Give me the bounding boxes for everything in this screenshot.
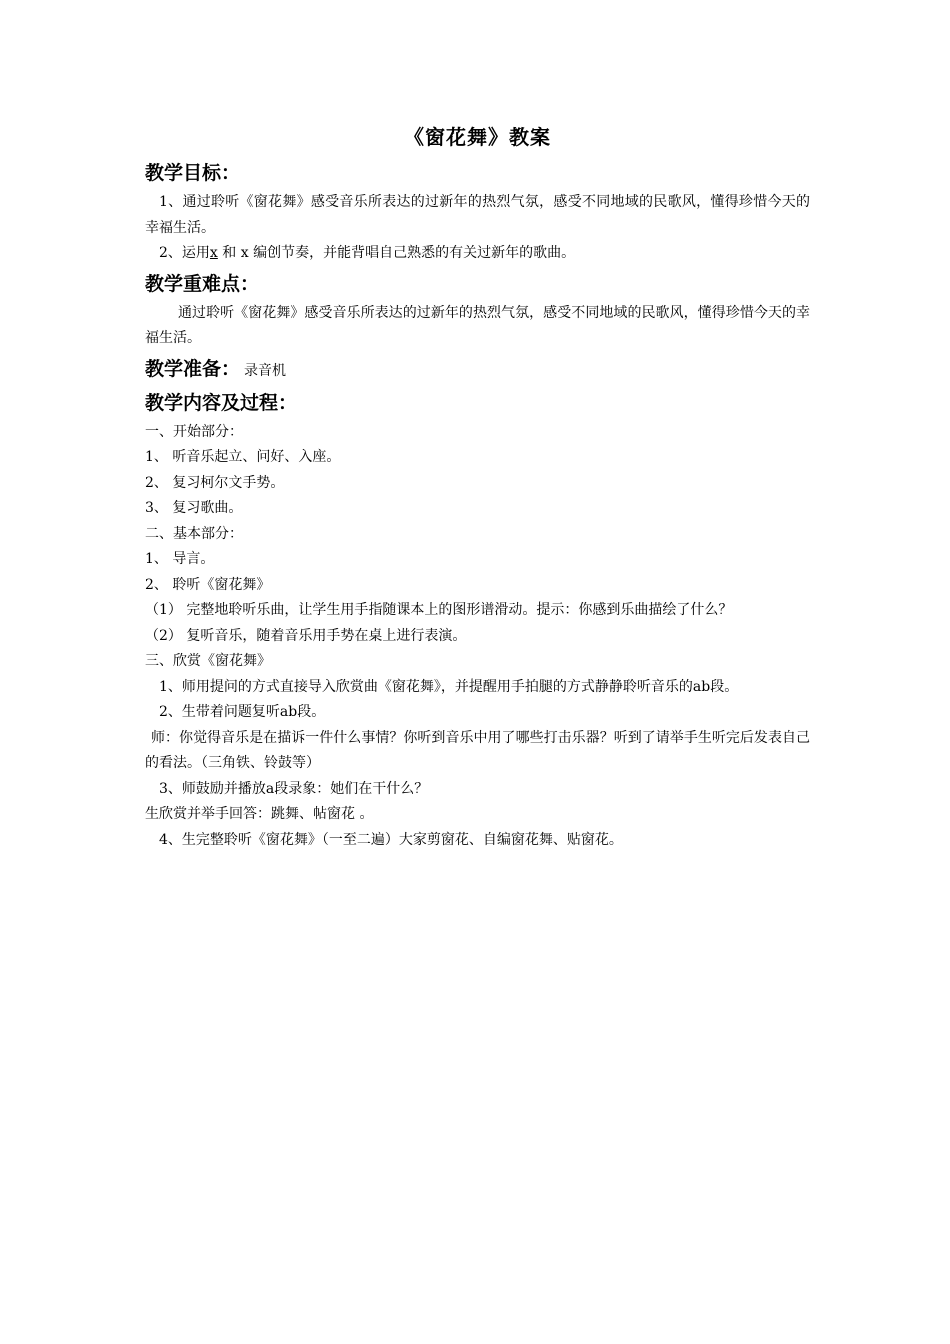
document-title: 《窗花舞》教案	[404, 125, 551, 149]
process-line: 生欣赏并举手回答：跳舞、帖窗花 。	[145, 806, 374, 822]
preparation-label: 教学准备：	[145, 357, 241, 380]
process-line: 1、 听音乐起立、问好、入座。	[145, 449, 341, 465]
process-line: 2、 复习柯尔文手势。	[145, 474, 285, 491]
preparation-text: 录音机	[244, 362, 287, 379]
section-heading-preparation	[145, 352, 810, 386]
section-heading-goals: 教学目标：	[145, 162, 241, 184]
process-line: 3、师鼓励并播放a段录象：她们在干什么？	[159, 780, 429, 797]
process-line: 2、生带着问题复听ab段。	[159, 704, 326, 720]
key-points-text: 通过聆听《窗花舞》感受音乐所表达的过新年的热烈气氛，感受不同地域的民歌风，懂得珍惜今天的幸福生活。	[145, 304, 810, 346]
process-line: 4、生完整聆听《窗花舞》（一至二遍）大家剪窗花、自编窗花舞、贴窗花。	[159, 831, 623, 848]
process-line: 1、师用提问的方式直接导入欣赏曲《窗花舞》，并提醒用手拍腿的方式静静聆听音乐的ab段。	[159, 678, 739, 695]
process-line: （1） 完整地聆听乐曲，让学生用手指随课本上的图形谱滑动。提示：你感到乐曲描绘了什么？	[145, 602, 733, 618]
process-line: （2） 复听音乐，随着音乐用手势在桌上进行表演。	[145, 627, 467, 644]
plain-x: x	[240, 245, 249, 261]
document-page	[145, 122, 810, 853]
underlined-x: x	[209, 245, 218, 261]
process-line: 三、欣赏《窗花舞》	[145, 653, 271, 669]
process-line: 二、基本部分：	[145, 525, 243, 542]
goal-item-2-suffix: 编创节奏，并能背唱自己熟悉的有关过新年的歌曲。	[253, 245, 576, 261]
section-heading-process: 教学内容及过程：	[145, 391, 298, 414]
process-line: 3、 复习歌曲。	[145, 500, 243, 516]
process-line: 1、 导言。	[145, 551, 215, 567]
goal-item-2-mid: 和	[222, 245, 237, 261]
process-line: 2、 聆听《窗花舞》	[145, 576, 271, 593]
goal-item-1: 1、通过聆听《窗花舞》感受音乐所表达的过新年的热烈气氛，感受不同地域的民歌风，懂得珍惜今天的幸福生活。	[145, 194, 810, 236]
goal-item-2-prefix: 2、运用	[159, 245, 210, 261]
process-line: 一、开始部分：	[145, 423, 243, 440]
section-heading-key-points: 教学重难点：	[145, 272, 260, 295]
process-line: 师：你觉得音乐是在描诉一件什么事情？你听到音乐中用了哪些打击乐器？听到了请举手生听完后发表自己的看法。（三角铁、铃鼓等）	[145, 729, 810, 771]
goal-item-2	[145, 241, 810, 267]
